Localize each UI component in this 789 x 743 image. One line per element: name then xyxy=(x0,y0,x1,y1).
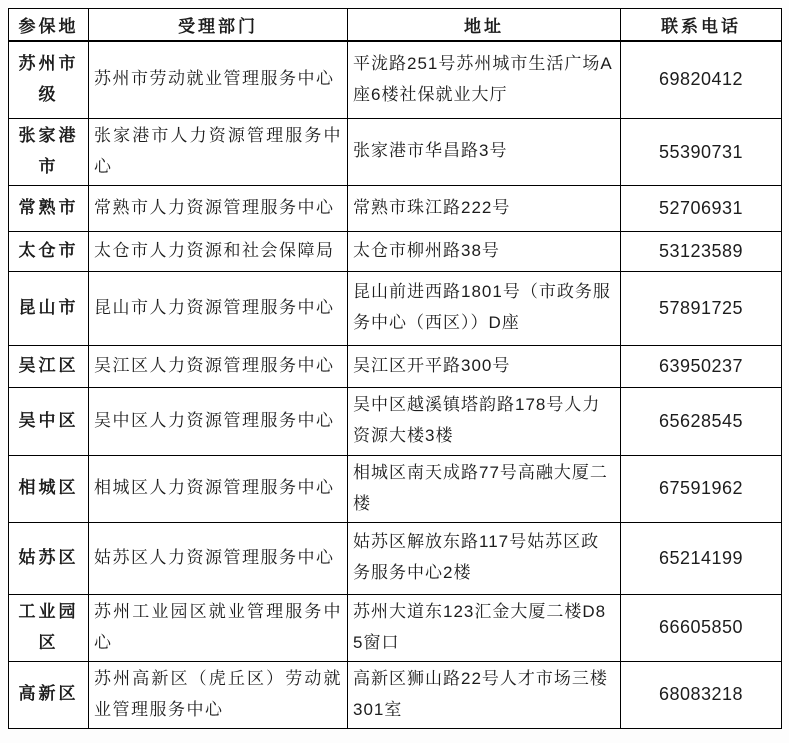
table-body xyxy=(9,41,782,729)
table-row xyxy=(9,455,782,522)
area-cell: 常熟市 xyxy=(9,185,89,231)
department-cell: 太仓市人力资源和社会保障局 xyxy=(89,231,348,271)
phone-cell: 65214199 xyxy=(621,522,782,594)
department-cell: 昆山市人力资源管理服务中心 xyxy=(89,271,348,345)
department-cell: 姑苏区人力资源管理服务中心 xyxy=(89,522,348,594)
table-row xyxy=(9,345,782,387)
department-cell: 苏州市劳动就业管理服务中心 xyxy=(89,41,348,119)
department-cell: 苏州高新区（虎丘区）劳动就业管理服务中心 xyxy=(89,661,348,728)
table-row xyxy=(9,271,782,345)
header-address: 地址 xyxy=(348,9,621,41)
phone-cell: 57891725 xyxy=(621,271,782,345)
area-cell: 昆山市 xyxy=(9,271,89,345)
address-cell: 太仓市柳州路38号 xyxy=(348,231,621,271)
address-cell: 昆山前进西路1801号（市政务服务中心（西区））D座 xyxy=(348,271,621,345)
header-row xyxy=(9,9,782,41)
phone-cell: 66605850 xyxy=(621,594,782,661)
table-row xyxy=(9,661,782,728)
department-cell: 苏州工业园区就业管理服务中心 xyxy=(89,594,348,661)
table-row xyxy=(9,185,782,231)
address-cell: 吴江区开平路300号 xyxy=(348,345,621,387)
department-cell: 吴江区人力资源管理服务中心 xyxy=(89,345,348,387)
table-row xyxy=(9,119,782,186)
address-cell: 平泷路251号苏州城市生活广场A座6楼社保就业大厅 xyxy=(348,41,621,119)
address-cell: 苏州大道东123汇金大厦二楼D85窗口 xyxy=(348,594,621,661)
area-cell: 太仓市 xyxy=(9,231,89,271)
phone-cell: 52706931 xyxy=(621,185,782,231)
header-phone: 联系电话 xyxy=(621,9,782,41)
table-row xyxy=(9,522,782,594)
address-cell: 吴中区越溪镇塔韵路178号人力资源大楼3楼 xyxy=(348,387,621,455)
area-cell: 相城区 xyxy=(9,455,89,522)
phone-cell: 68083218 xyxy=(621,661,782,728)
phone-cell: 65628545 xyxy=(621,387,782,455)
area-cell: 工业园区 xyxy=(9,594,89,661)
address-cell: 常熟市珠江路222号 xyxy=(348,185,621,231)
phone-cell: 55390731 xyxy=(621,119,782,186)
area-cell: 高新区 xyxy=(9,661,89,728)
area-cell: 张家港市 xyxy=(9,119,89,186)
area-cell: 吴中区 xyxy=(9,387,89,455)
department-cell: 常熟市人力资源管理服务中心 xyxy=(89,185,348,231)
phone-cell: 69820412 xyxy=(621,41,782,119)
table-row xyxy=(9,387,782,455)
phone-cell: 53123589 xyxy=(621,231,782,271)
department-cell: 吴中区人力资源管理服务中心 xyxy=(89,387,348,455)
department-cell: 相城区人力资源管理服务中心 xyxy=(89,455,348,522)
header-department: 受理部门 xyxy=(89,9,348,41)
area-cell: 吴江区 xyxy=(9,345,89,387)
table-row xyxy=(9,41,782,119)
address-cell: 相城区南天成路77号高融大厦二楼 xyxy=(348,455,621,522)
table-row xyxy=(9,231,782,271)
area-cell: 姑苏区 xyxy=(9,522,89,594)
address-cell: 张家港市华昌路3号 xyxy=(348,119,621,186)
contact-table xyxy=(8,8,782,729)
header-area: 参保地 xyxy=(9,9,89,41)
phone-cell: 63950237 xyxy=(621,345,782,387)
address-cell: 姑苏区解放东路117号姑苏区政务服务中心2楼 xyxy=(348,522,621,594)
department-cell: 张家港市人力资源管理服务中心 xyxy=(89,119,348,186)
address-cell: 高新区狮山路22号人才市场三楼301室 xyxy=(348,661,621,728)
phone-cell: 67591962 xyxy=(621,455,782,522)
area-cell: 苏州市级 xyxy=(9,41,89,119)
table-row xyxy=(9,594,782,661)
